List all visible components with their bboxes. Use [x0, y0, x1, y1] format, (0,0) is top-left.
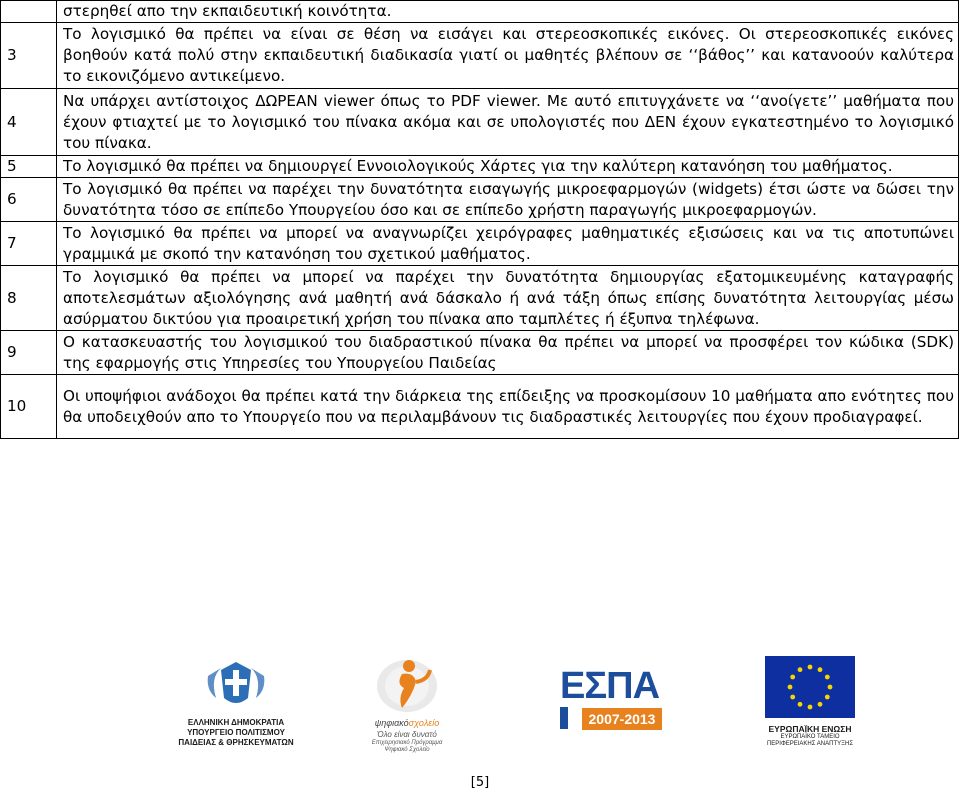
row-number — [1, 1, 57, 23]
greek-coat-of-arms-icon — [176, 660, 296, 710]
ministry-line: ΠΑΙΔΕΙΑΣ & ΘΡΗΣΚΕΥΜΑΤΩΝ — [178, 738, 294, 747]
page-number: [5] — [470, 775, 490, 790]
eu-flag-icon — [765, 656, 855, 718]
row-text: Να υπάρχει αντίστοιχος ΔΩΡΕΑΝ viewer όπως το PDF viewer. Με αυτό επιτυγχάνετε να ‘‘ανοίγετε’’ μαθήματα που έχουν φτιαχτεί με το λογισμικό του πίνακα ακόμα και σε υπολογιστές που ΔΕΝ έχουν εγκατεστημένο το λογισμικό του πίνακα. — [57, 89, 959, 156]
row-text: Ο κατασκευαστής του λογισμικού του διαδραστικού πίνακα θα πρέπει να μπορεί να προσφέρει τον κώδικα (SDK) της εφαρμογής στις Υπηρεσίες του Υπουργείου Παιδείας — [57, 331, 959, 375]
tagline: Όλο είναι δυνατό — [377, 730, 437, 739]
brand-secondary: σχολείο — [408, 718, 440, 728]
sponsor-logos-strip — [0, 650, 960, 760]
eu-title: ΕΥΡΩΠΑΪΚΗ ΕΝΩΣΗ — [768, 724, 852, 734]
tagline-sub: Επιχειρησιακό Πρόγραμμα — [371, 740, 443, 746]
table-row — [1, 156, 959, 178]
espa-logo-icon — [556, 665, 666, 742]
row-number: 6 — [1, 178, 57, 222]
ministry-line: ΕΛΛΗΝΙΚΗ ΔΗΜΟΚΡΑΤΙΑ — [187, 718, 285, 727]
row-text: Το λογισμικό θα πρέπει να παρέχει την δυνατότητα εισαγωγής μικροεφαρμογών (widgets) έτσι ώστε να δώσει την δυνατότητα τόσο σε επίπεδο Υπουργείου όσο και σε επίπεδο χρήστη παραγωγής μικροεφαρμογών. — [57, 178, 959, 222]
row-text: Το λογισμικό θα πρέπει να μπορεί να παρέχει την δυνατότητα δημιουργίας εξατομικευμένης καταγραφής αποτελεσμάτων αξιολόγησης ανά μαθητή ανά δάσκαλο ή ανά τάξη όπως επίσης δυνατότητα λειτουργίας μέσω ασύρματου δικτύου για προαιρετική χρήση του πίνακα απο ταμπλέτες ή έξυπνα τηλέφωνα. — [57, 266, 959, 331]
row-text: Οι υποψήφιοι ανάδοχοι θα πρέπει κατά την διάρκεια της επίδειξης να προσκομίσουν 10 μαθήματα απο ενότητες που θα υποδειχθούν απο το Υπουργείο που να περιλαμβάνουν τις διαδραστικές λειτουργίες που έχουν προδιαγραφεί. — [57, 375, 959, 439]
eu-fund: ΕΥΡΩΠΑΪΚΟ ΤΑΜΕΙΟ — [780, 734, 840, 740]
brand-primary: ψηφιακό — [374, 718, 409, 728]
ministry-line: ΥΠΟΥΡΓΕΙΟ ΠΟΛΙΤΙΣΜΟΥ — [187, 728, 285, 737]
row-number: 8 — [1, 266, 57, 331]
ministry-logo — [176, 660, 296, 760]
digital-school-logo — [352, 654, 462, 760]
table-row — [1, 222, 959, 266]
eu-logo — [760, 656, 860, 760]
espa-brand: ΕΣΠΑ — [560, 665, 660, 707]
table-row — [1, 178, 959, 222]
table-row — [1, 89, 959, 156]
row-text: Το λογισμικό θα πρέπει να δημιουργεί Εννοιολογικούς Χάρτες για την καλύτερη κατανόηση του μαθήματος. — [57, 156, 959, 178]
digital-school-figure-icon — [352, 654, 462, 714]
row-text: Το λογισμικό θα πρέπει να μπορεί να αναγνωρίζει χειρόγραφες μαθηματικές εξισώσεις και να τις αποτυπώνει γραμμικά με σκοπό την κατανόηση του σχετικού μαθήματος. — [57, 222, 959, 266]
espa-years: 2007-2013 — [582, 708, 662, 730]
row-number: 9 — [1, 331, 57, 375]
espa-logo — [556, 665, 666, 742]
table-row — [1, 1, 959, 23]
row-number: 4 — [1, 89, 57, 156]
table-row — [1, 331, 959, 375]
table-row — [1, 375, 959, 439]
row-text: Το λογισμικό θα πρέπει να είναι σε θέση να εισάγει και στερεοσκοπικές εικόνες. Οι στερεοσκοπικές εικόνες βοηθούν κατά πολύ στην εκπαιδευτική διαδικασία γιατί οι μαθητές βλέπουν σε ‘‘βάθος’’ και κατανοούν καλύτερα το εικονιζόμενο αντικείμενο. — [57, 23, 959, 89]
row-number: 7 — [1, 222, 57, 266]
table-row — [1, 23, 959, 89]
eu-mini-flag — [560, 707, 568, 729]
eu-fund: ΠΕΡΙΦΕΡΕΙΑΚΗΣ ΑΝΑΠΤΥΞΗΣ — [766, 741, 854, 747]
row-text: στερηθεί απο την εκπαιδευτική κοινότητα. — [57, 1, 959, 23]
tagline-sub: Ψηφιακό Σχολείο — [384, 747, 430, 753]
table-row — [1, 266, 959, 331]
row-number: 10 — [1, 375, 57, 439]
row-number: 5 — [1, 156, 57, 178]
row-number: 3 — [1, 23, 57, 89]
